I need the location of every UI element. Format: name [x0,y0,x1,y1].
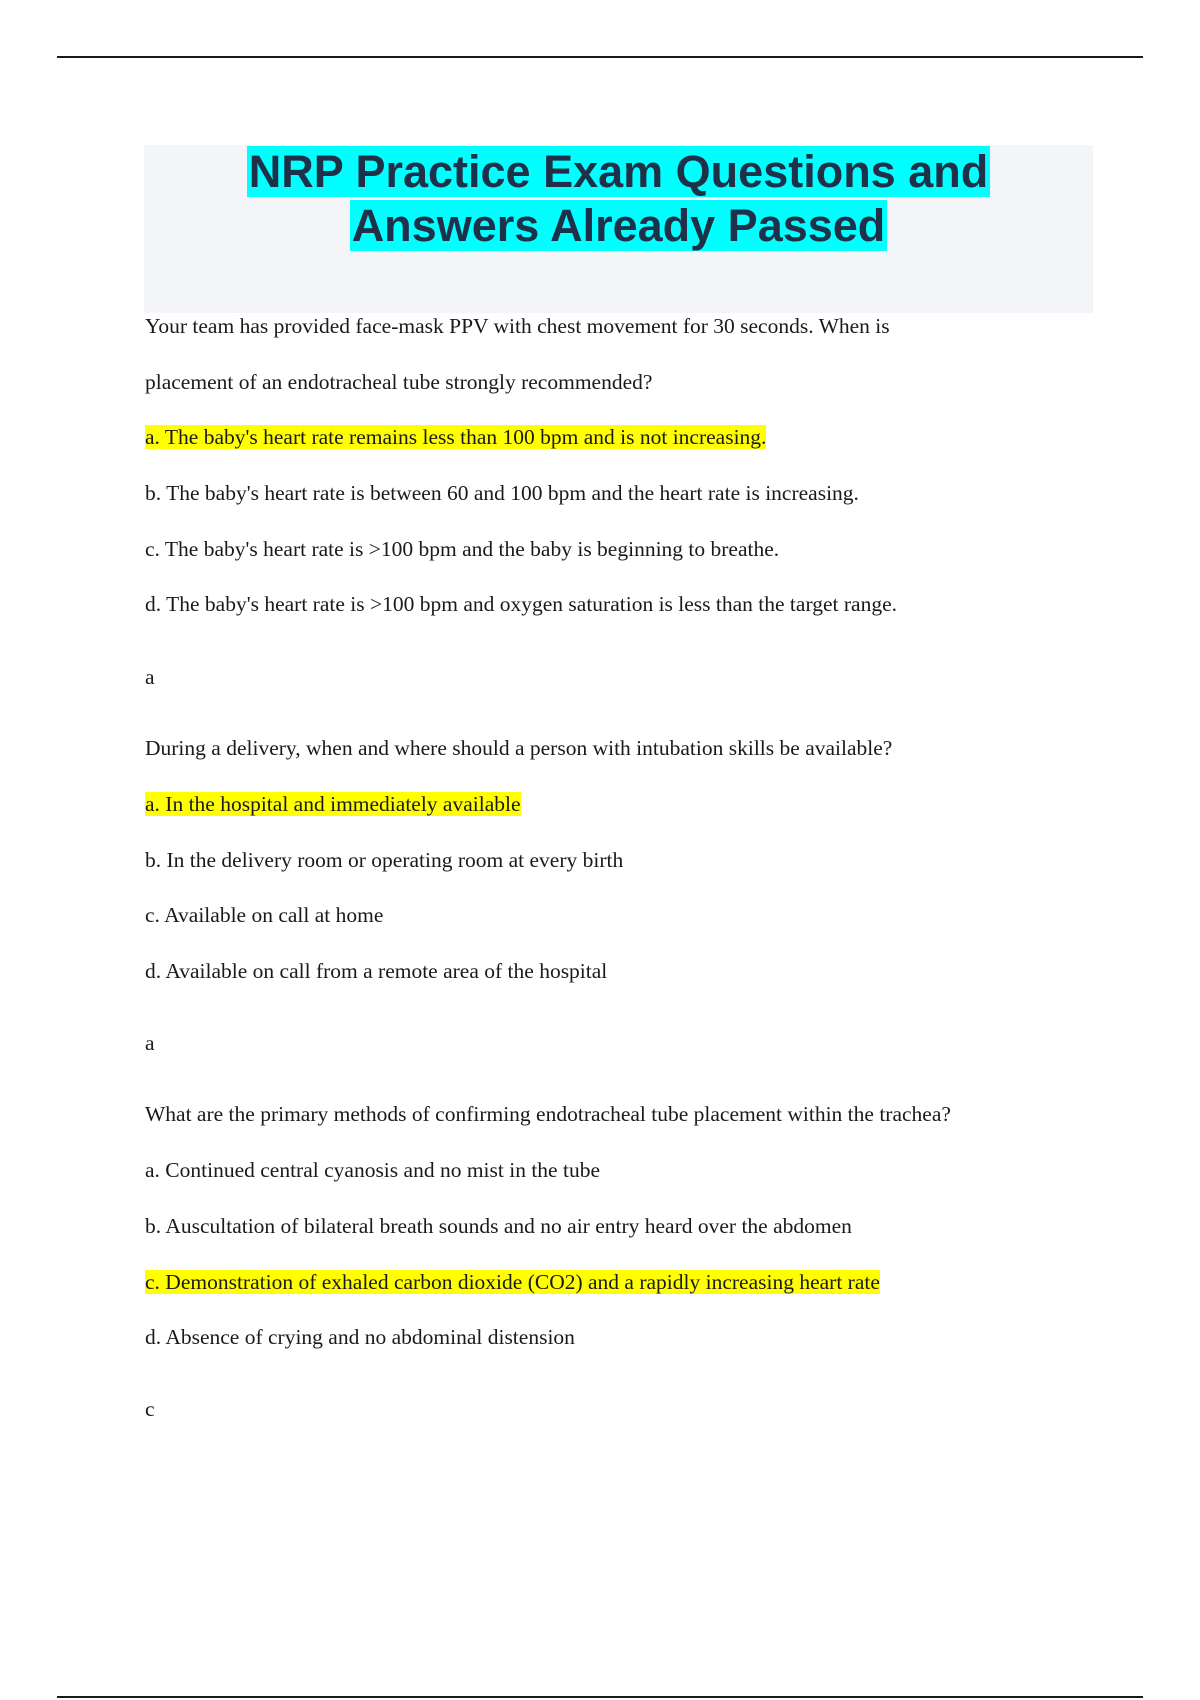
highlighted-answer: a. The baby's heart rate remains less than 100 bpm and is not increasing. [145,425,767,449]
question-3-option-a: a. Continued central cyanosis and no mist in the tube [145,1158,600,1182]
question-3-stem: What are the primary methods of confirming endotracheal tube placement within the trachea? [145,1102,951,1126]
question-3-option-b: b. Auscultation of bilateral breath sounds and no air entry heard over the abdomen [145,1214,852,1238]
title-line-2 [144,199,1093,253]
question-2-option-d: d. Available on call from a remote area of the hospital [145,959,608,983]
title-text-1: NRP Practice Exam Questions and [248,146,989,197]
title-text-2: Answers Already Passed [351,200,886,251]
highlighted-answer: a. In the hospital and immediately available [145,792,521,816]
question-3-option-c [145,1267,880,1297]
question-1-option-b: b. The baby's heart rate is between 60 and 100 bpm and the heart rate is increasing. [145,481,859,505]
question-2-answer: a [145,1031,155,1055]
question-1-option-c: c. The baby's heart rate is >100 bpm and the baby is beginning to breathe. [145,537,780,561]
question-1-stem-line-1: Your team has provided face-mask PPV with chest movement for 30 seconds. When is [145,314,890,338]
top-rule [57,56,1143,58]
title-box [144,145,1093,313]
question-3-answer: c [145,1397,155,1421]
highlighted-answer: c. Demonstration of exhaled carbon dioxide (CO2) and a rapidly increasing heart rate [145,1270,880,1294]
bottom-rule [57,1696,1143,1698]
question-2-stem: During a delivery, when and where should a person with intubation skills be available? [145,736,893,760]
question-1-option-d: d. The baby's heart rate is >100 bpm and oxygen saturation is less than the target range. [145,592,897,616]
title-line-1 [144,145,1093,199]
question-3-option-d: d. Absence of crying and no abdominal distension [145,1325,575,1349]
question-1-stem-line-2: placement of an endotracheal tube strongly recommended? [145,370,653,394]
question-1-answer: a [145,665,155,689]
question-1-option-a [145,422,766,452]
question-2-option-a [145,789,521,819]
question-2-option-b: b. In the delivery room or operating room at every birth [145,848,624,872]
question-2-option-c: c. Available on call at home [145,903,384,927]
